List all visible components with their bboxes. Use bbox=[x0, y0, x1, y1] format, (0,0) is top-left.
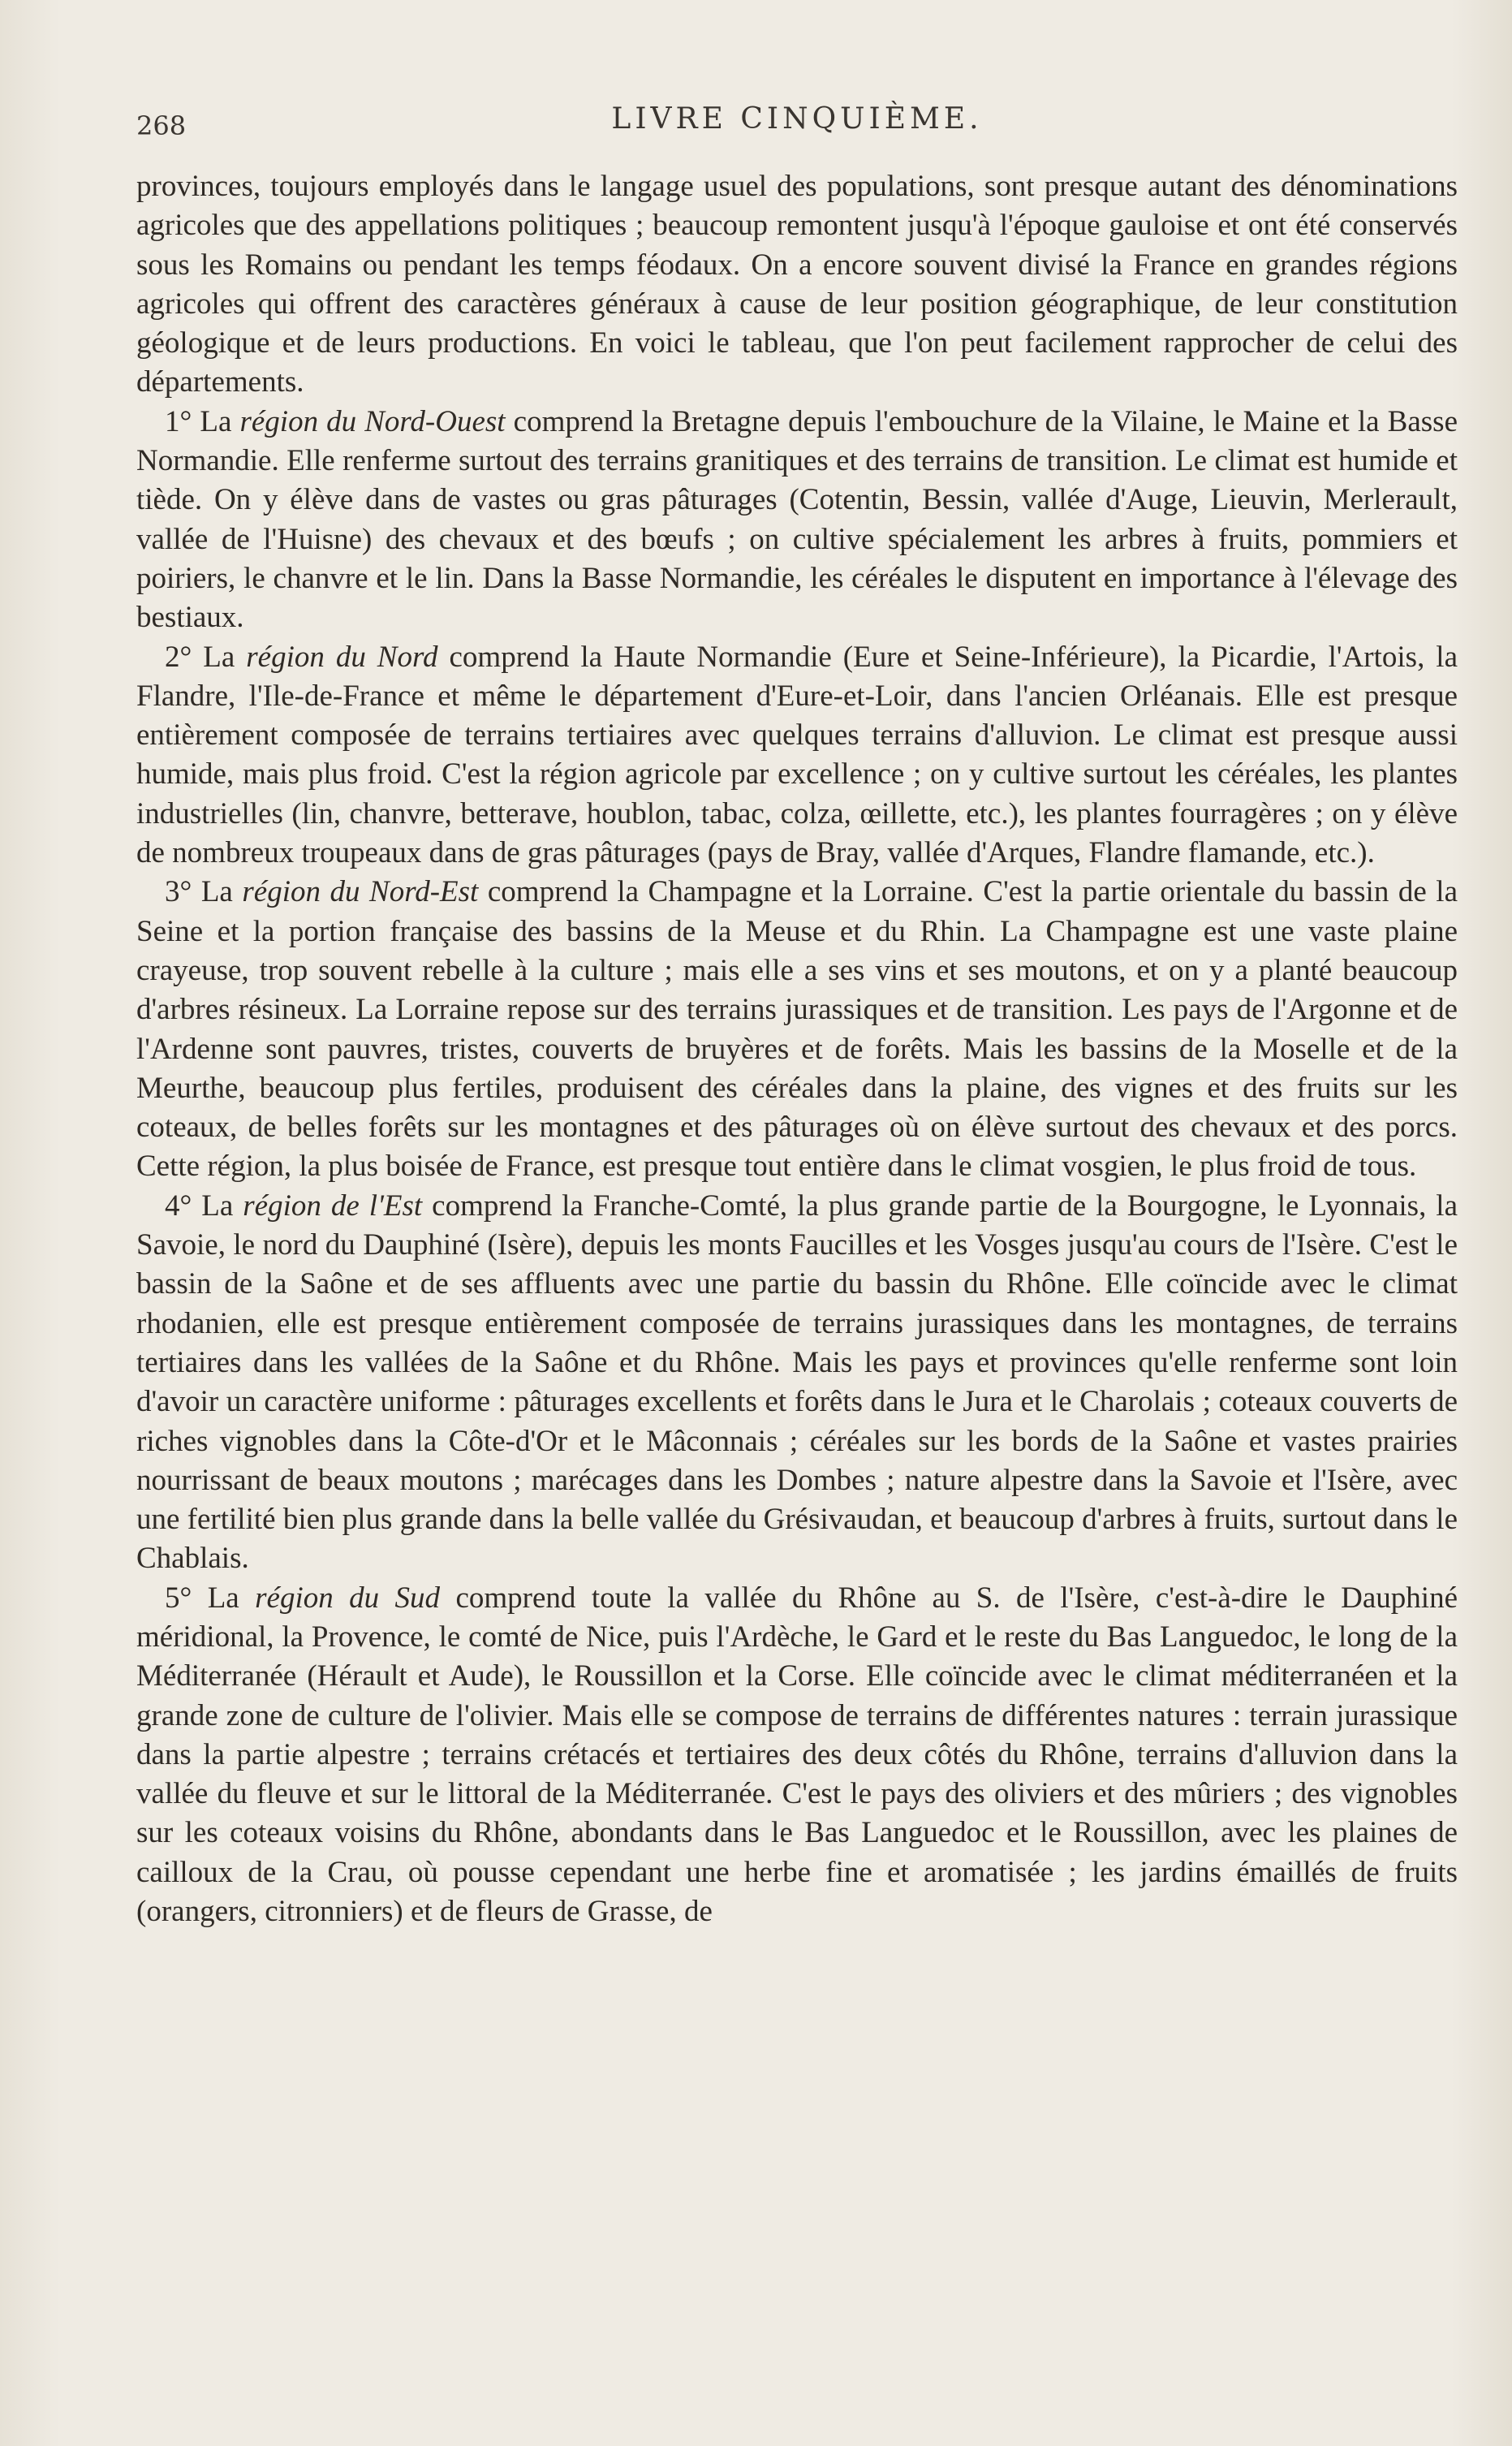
region-name: région du Sud bbox=[255, 1581, 441, 1615]
paragraph-text: provinces, toujours employés dans le langage usuel des populations, sont presque autant des dénominations agricoles que des appellations politiques ; beaucoup remontent jusqu'à l'époque gauloise et ont été conservés sous les Romains ou pendant les temps féodaux. On a encore souvent divisé la France en grandes régions agricoles qui offrent des caractères généraux à cause de leur position géographique, de leur constitution géologique et de leurs productions. En voici le tableau, que l'on peut facilement rapprocher de celui des départements. bbox=[136, 170, 1458, 399]
paragraph-region-nord-ouest bbox=[136, 403, 1458, 638]
region-name: région de l'Est bbox=[243, 1188, 423, 1223]
body-text bbox=[136, 167, 1458, 1931]
paragraph-number: 1° La bbox=[165, 404, 240, 438]
page-header bbox=[136, 96, 1458, 145]
page-number: 268 bbox=[136, 110, 187, 141]
region-name: région du Nord bbox=[246, 640, 438, 674]
paragraph-region-nord-est bbox=[136, 873, 1458, 1186]
paragraph-region-sud bbox=[136, 1579, 1458, 1932]
region-name: région du Nord-Est bbox=[242, 875, 479, 909]
paragraph-number: 3° La bbox=[165, 875, 243, 909]
paragraph-number: 2° La bbox=[165, 640, 247, 674]
paragraph-text: comprend la Haute Normandie (Eure et Seine-Inférieure), la Picardie, l'Artois, la Flandre, l'Ile-de-France et même le département d'Eure-et-Loir, dans l'ancien Orléanais. Elle est presque entièrement composée de terrains tertiaires avec quelques terrains d'alluvion. Le climat est presque aussi humide, mais plus froid. C'est la région agricole par excellence ; on y cultive surtout les céréales, les plantes industrielles (lin, chanvre, betterave, houblon, tabac, colza, œillette, etc.), les plantes fourragères ; on y élève de nombreux troupeaux dans de gras pâturages (pays de Bray, vallée d'Arques, Flandre flamande, etc.). bbox=[136, 640, 1458, 870]
paragraph-region-est bbox=[136, 1187, 1458, 1579]
paragraph-continuation bbox=[136, 167, 1458, 403]
paragraph-text: comprend la Franche-Comté, la plus grande partie de la Bourgogne, le Lyonnais, la Savoie, le nord du Dauphiné (Isère), depuis les monts Faucilles et les Vosges jusqu'au cours de l'Isère. C'est le bassin de la Saône et de ses affluents avec une partie du bassin du Rhône. Elle coïncide avec le climat rhodanien, elle est presque entièrement composée de terrains jurassiques dans les montagnes, de terrains tertiaires dans les vallées de la Saône et du Rhône. Mais les pays et provinces qu'elle renferme sont loin d'avoir un caractère uniforme : pâturages excellents et forêts dans le Jura et le Charolais ; coteaux couverts de riches vignobles dans la Côte-d'Or et le Mâconnais ; céréales sur les bords de la Saône et vastes prairies nourrissant de beaux moutons ; marécages dans les Dombes ; nature alpestre dans la Savoie et l'Isère, avec une fertilité bien plus grande dans la belle vallée du Grésivaudan, et beaucoup d'arbres à fruits, surtout dans le Chablais. bbox=[136, 1188, 1458, 1576]
paragraph-number: 5° La bbox=[165, 1581, 256, 1615]
paragraph-text: comprend toute la vallée du Rhône au S. de l'Isère, c'est-à-dire le Dauphiné méridional, la Provence, le comté de Nice, puis l'Ardèche, le Gard et le reste du Bas Languedoc, le long de la Méditerranée (Hérault et Aude), le Roussillon et la Corse. Elle coïncide avec le climat méditerranéen et la grande zone de culture de l'olivier. Mais elle se compose de terrains de différentes natures : terrain jurassique dans la partie alpestre ; terrains crétacés et tertiaires des deux côtés du Rhône, terrains d'alluvion dans la vallée du fleuve et sur le littoral de la Méditerranée. C'est le pays des oliviers et des mûriers ; des vignobles sur les coteaux voisins du Rhône, abondants dans le Bas Languedoc et le Roussillon, avec les plaines de cailloux de la Crau, où pousse cependant une herbe fine et aromatisée ; les jardins émaillés de fruits (orangers, citronniers) et de fleurs de Grasse, de bbox=[136, 1581, 1458, 1929]
running-title: LIVRE CINQUIÈME. bbox=[611, 102, 983, 136]
paragraph-text: comprend la Champagne et la Lorraine. C'est la partie orientale du bassin de la Seine et la portion française des bassins de la Meuse et du Rhin. La Champagne est une vaste plaine crayeuse, trop souvent rebelle à la culture ; mais elle a ses vins et ses moutons, et on y a planté beaucoup d'arbres résineux. La Lorraine repose sur des terrains jurassiques et de transition. Les pays de l'Argonne et de l'Ardenne sont pauvres, tristes, couverts de bruyères et de forêts. Mais les bassins de la Moselle et de la Meurthe, beaucoup plus fertiles, produisent des céréales dans la plaine, des vignes et des fruits sur les coteaux, de belles forêts sur les montagnes et des pâturages où on élève surtout des chevaux et des porcs. Cette région, la plus boisée de France, est presque tout entière dans le climat vosgien, le plus froid de tous. bbox=[136, 875, 1458, 1184]
paragraph-number: 4° La bbox=[165, 1188, 243, 1223]
paragraph-region-nord bbox=[136, 638, 1458, 874]
paragraph-text: comprend la Bretagne depuis l'embouchure de la Vilaine, le Maine et la Basse Normandie. Elle renferme surtout des terrains granitiques et des terrains de transition. Le climat est humide et tiède. On y élève dans de vastes ou gras pâturages (Cotentin, Bessin, vallée d'Auge, Lieuvin, Merlerault, vallée de l'Huisne) des chevaux et des bœufs ; on cultive spécialement les arbres à fruits, pommiers et poiriers, le chanvre et le lin. Dans la Basse Normandie, les céréales le disputent en importance à l'élevage des bestiaux. bbox=[136, 404, 1458, 635]
region-name: région du Nord-Ouest bbox=[239, 404, 506, 438]
